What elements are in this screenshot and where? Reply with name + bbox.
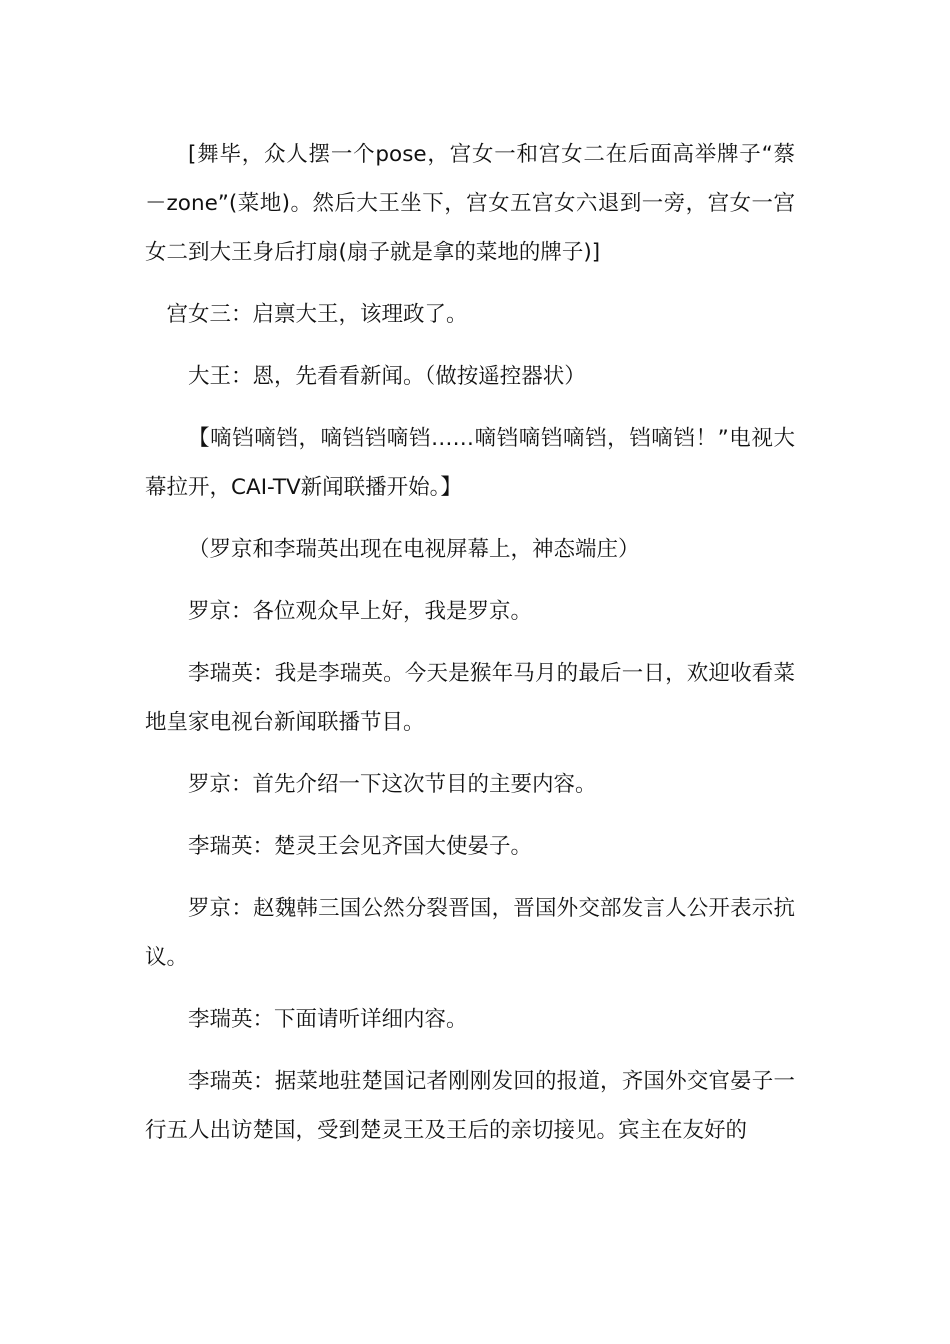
document-body xyxy=(145,130,795,1168)
paragraph-li-ruiying-greeting: 李瑞英：我是李瑞英。今天是猴年马月的最后一日，欢迎收看菜地皇家电视台新闻联播节目。 xyxy=(145,661,795,735)
paragraph-anchors-appear: （罗京和李瑞英出现在电视屏幕上，神态端庄） xyxy=(188,537,640,562)
paragraph-li-ruiying-headline: 李瑞英：楚灵王会见齐国大使晏子。 xyxy=(188,834,533,859)
paragraph-li-ruiying-report: 李瑞英：据菜地驻楚国记者刚刚发回的报道，齐国外交官晏子一行五人出访楚国，受到楚灵王及王后的亲切接见。宾主在友好的 xyxy=(145,1069,795,1143)
paragraph-stage-direction-dance: [舞毕，众人摆一个pose，宫女一和宫女二在后面高举牌子“蔡－zone”(菜地)。然后大王坐下，宫女五宫女六退到一旁，宫女一宫女二到大王身后打扇(扇子就是拿的菜地的牌子)] xyxy=(145,142,795,265)
paragraph-luo-jing-headline: 罗京：赵魏韩三国公然分裂晋国，晋国外交部发言人公开表示抗议。 xyxy=(145,896,795,970)
paragraph-king-line: 大王：恩，先看看新闻。（做按遥控器状） xyxy=(188,364,586,389)
paragraph-li-ruiying-details: 李瑞英：下面请听详细内容。 xyxy=(188,1007,468,1032)
paragraph-tv-opening: 【嘀铛嘀铛，嘀铛铛嘀铛……嘀铛嘀铛嘀铛，铛嘀铛！”电视大幕拉开，CAI-TV新闻联播开始。】 xyxy=(145,426,795,500)
paragraph-luo-jing-greeting: 罗京：各位观众早上好，我是罗京。 xyxy=(188,599,533,624)
paragraph-maid-three-line: 宫女三：启禀大王，该理政了。 xyxy=(166,302,468,327)
paragraph-luo-jing-intro: 罗京：首先介绍一下这次节目的主要内容。 xyxy=(188,772,597,797)
